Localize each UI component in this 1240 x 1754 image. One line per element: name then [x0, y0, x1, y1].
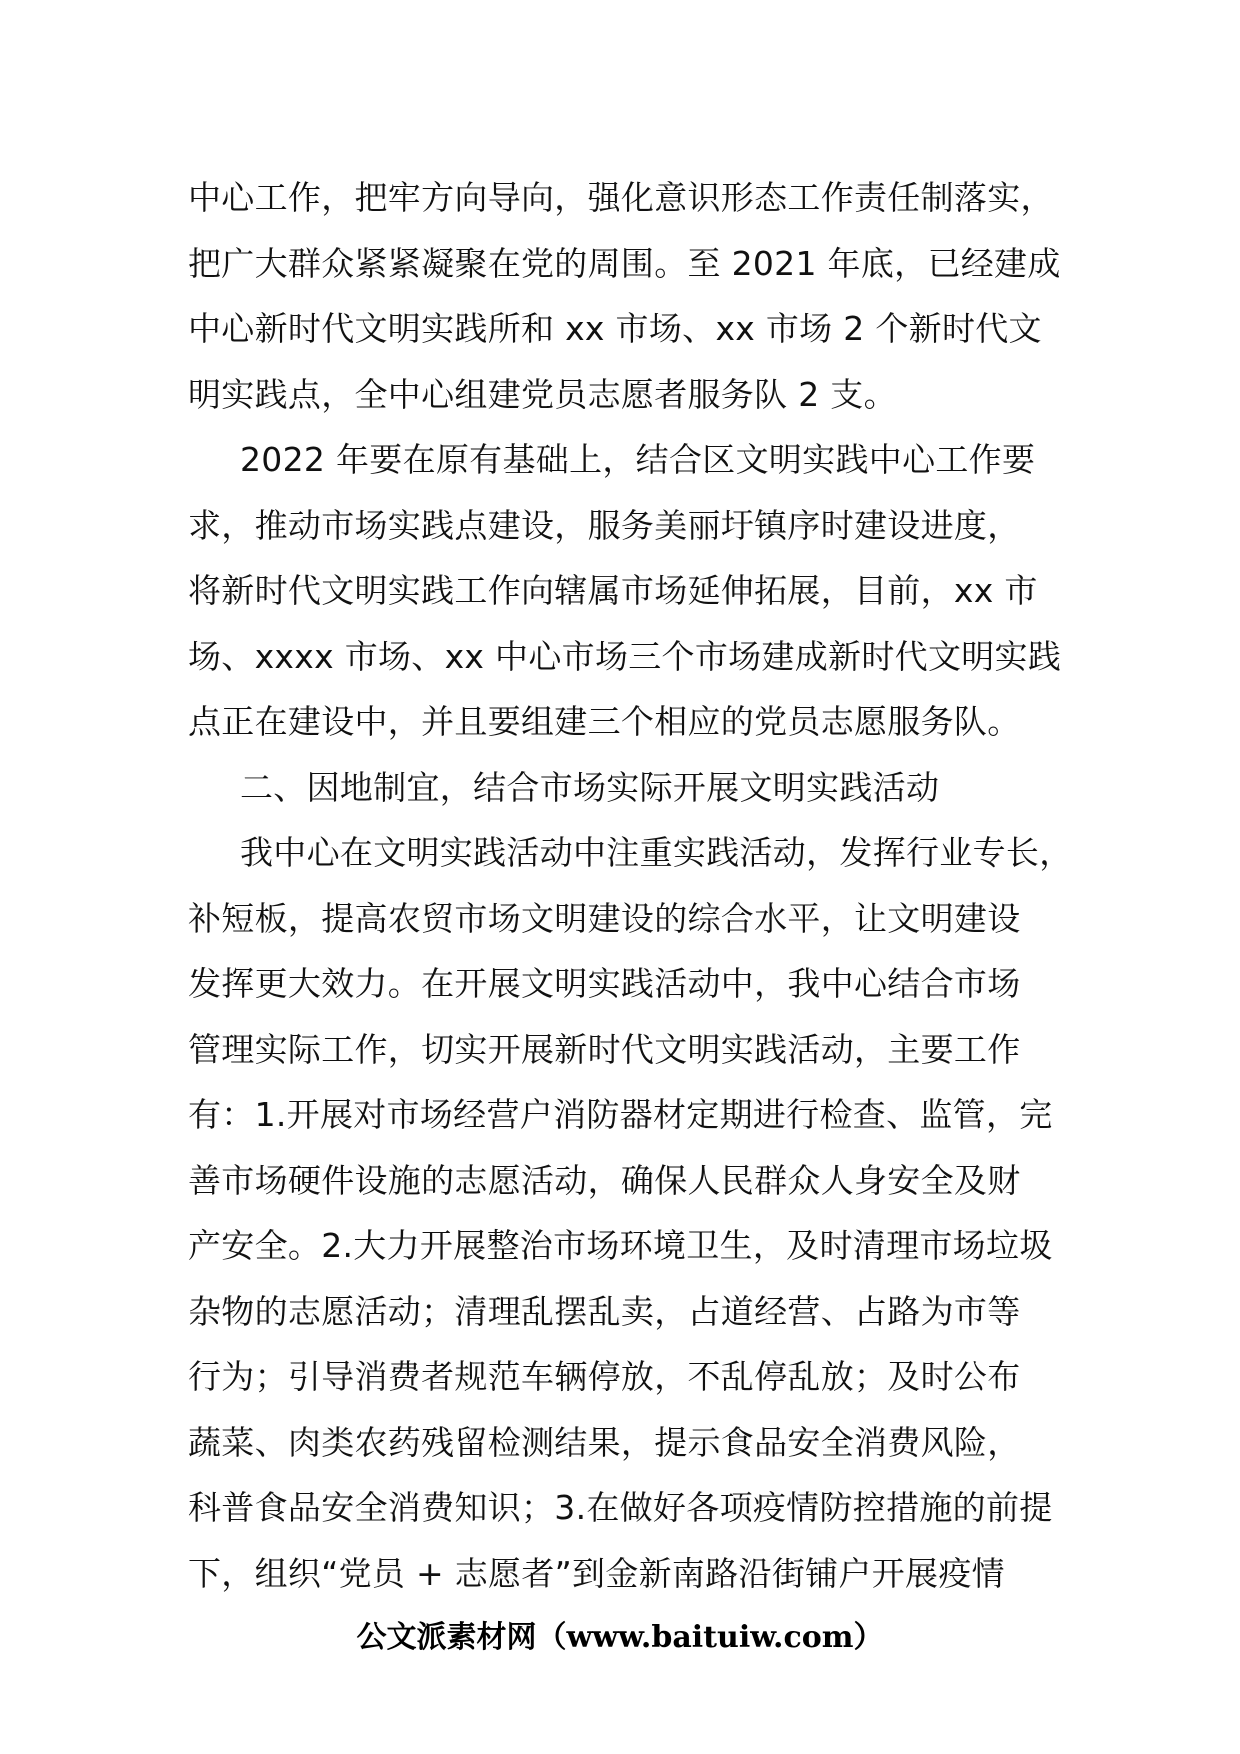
paragraph-start-line: 我中心在文明实践活动中注重实践活动，发挥行业专长，: [240, 833, 1073, 872]
text-line: 点正在建设中，并且要组建三个相应的党员志愿服务队。: [188, 702, 1021, 741]
text-line: 蔬菜、肉类农药残留检测结果，提示食品安全消费风险，: [188, 1422, 1021, 1462]
text-line: 有：1.开展对市场经营户消防器材定期进行检查、监管，完: [188, 1095, 1053, 1134]
section-heading: 二、因地制宜，结合市场实际开展文明实践活动: [240, 767, 940, 807]
text-line: 明实践点，全中心组建党员志愿者服务队 2 支。: [188, 374, 897, 414]
text-line: 将新时代文明实践工作向辖属市场延伸拓展，目前，xx 市: [188, 571, 1038, 610]
text-line: 中心新时代文明实践所和 xx 市场、xx 市场 2 个新时代文: [188, 309, 1042, 348]
text-line: 发挥更大效力。在开展文明实践活动中，我中心结合市场: [188, 964, 1021, 1003]
footer-source: 公文派素材网（www.baituiw.com）: [356, 1620, 884, 1655]
text-line: 科普食品安全消费知识；3.在做好各项疫情防控措施的前提: [188, 1488, 1053, 1527]
text-line: 管理实际工作，切实开展新时代文明实践活动，主要工作: [188, 1029, 1021, 1069]
text-line: 善市场硬件设施的志愿活动，确保人民群众人身安全及财: [188, 1160, 1021, 1200]
body-text: [188, 165, 1073, 1606]
text-line: 杂物的志愿活动；清理乱摆乱卖，占道经营、占路为市等: [188, 1291, 1021, 1331]
text-line: 行为；引导消费者规范车辆停放，不乱停乱放；及时公布: [188, 1357, 1021, 1396]
text-line: 下，组织“党员 + 志愿者”到金新南路沿街铺户开展疫情: [188, 1553, 1005, 1593]
text-line: 把广大群众紧紧凝聚在党的周围。至 2021 年底，已经建成: [188, 243, 1061, 283]
text-line: 补短板，提高农贸市场文明建设的综合水平，让文明建设: [188, 898, 1021, 938]
text-line: 场、xxxx 市场、xx 中心市场三个市场建成新时代文明实践: [188, 636, 1062, 676]
text-line: 中心工作，把牢方向导向，强化意识形态工作责任制落实，: [188, 178, 1054, 217]
text-line: 求，推动市场实践点建设，服务美丽圩镇序时建设进度，: [188, 505, 1021, 545]
text-line: 产安全。2.大力开展整治市场环境卫生，及时清理市场垃圾: [188, 1226, 1053, 1265]
paragraph-start-line: 2022 年要在原有基础上，结合区文明实践中心工作要: [240, 440, 1036, 479]
